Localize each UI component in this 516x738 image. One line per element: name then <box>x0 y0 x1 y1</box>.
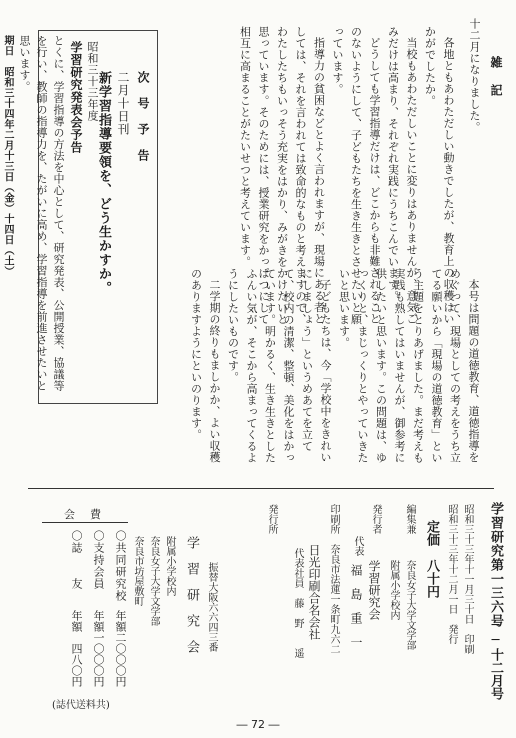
next-issue-date: 二月十日刊 <box>116 71 130 136</box>
distributor-address: 奈良市坊屋敷町 <box>132 536 143 606</box>
fee-amount: 年額一〇〇〇円 <box>92 610 105 687</box>
distributor-group: 学 習 研 究 会 <box>184 536 199 653</box>
fee-type: 〇誌 友 <box>70 530 83 590</box>
publisher-rep-label: 代表 <box>352 536 363 556</box>
print-date: 昭和三十三年十一月三十日 印刷 <box>462 504 473 654</box>
editor-org: 奈良女子大学文学部 <box>404 560 415 650</box>
page-number: ― 72 ― <box>236 718 280 731</box>
zakki-paragraph: 各地ともあわただしい動きでしたが、教育上の収穫はいかがでしたか。 <box>423 26 455 325</box>
editor-org-sub: 附属小学校内 <box>388 560 399 620</box>
zakki-paragraph: 子どもたちは、今「学校中をきれいにしましょう」というめあてを立てて、校内の清潔、整頓、美化をはかっています。明かるく、生き生きとしたふんい気が、そこから高まってくるようにしたいものです。 <box>226 268 332 464</box>
next-issue-topic: 新学習指導要領を、どう生かすか。 <box>96 71 111 295</box>
announcement-box <box>2 30 158 404</box>
editor-label: 編集兼 <box>404 504 415 534</box>
event-date: 期日 昭和三十四年二月十三日（金）十四日（土） <box>2 35 13 277</box>
magazine-month: ──十二月号 <box>488 618 503 700</box>
zakki-body-lower <box>189 268 482 468</box>
distributor-address: 附属小学校内 <box>164 536 175 596</box>
transfer-account: 振替大阪六六四三番 <box>206 562 217 652</box>
editor-group: 学習研究会 <box>367 560 381 620</box>
zakki-paragraph: 本号は問題の道徳教育、道徳指導をめぐって、現場としての考えをうち立てる願いから「現場の道徳教育」という主題をとりあげました。まだ考えも実践も熟してはいませんが、御参考に供したいと思います。この問題は、ゆっくりと、まじっくりとやっていきたいと思います。 <box>337 268 480 464</box>
printer-name: 日光印刷合名会社 <box>307 544 321 640</box>
fee-type: 〇共同研究校 <box>114 530 127 602</box>
printer-rep: 代表社員 藤 野 遥 <box>292 548 303 658</box>
price: 定価 八十円 <box>424 520 439 598</box>
fee-amount: 年額 四八〇円 <box>70 610 83 687</box>
zakki-paragraph: 十二月になりました。 <box>468 18 481 133</box>
event-year: 昭和三十三年度 <box>86 41 99 122</box>
fee-amount: 年額二〇〇〇円 <box>114 610 127 687</box>
fees-divider <box>42 522 128 523</box>
event-title: 学習研究発表会予告 <box>69 41 83 154</box>
colophon <box>238 496 508 700</box>
publisher-label: 発行者 <box>370 504 381 534</box>
fees-note: (誌代送料共) <box>52 700 110 711</box>
zakki-title: 雑 記 <box>489 56 503 98</box>
magazine-title: 学習研究第一三六号 <box>488 502 503 628</box>
printer-label: 印刷所 <box>328 504 339 534</box>
distributor-block <box>128 532 238 682</box>
zakki-paragraph: 二学期の終りもましかか、よい収穫のありますようにといのります。 <box>189 268 221 463</box>
event-body: とくに、学習指導の方法を中心として、研究発表、公開授業、協議等を行い、教師の指導力を、たがいに高め、学習指導を前進させたいと思います。 <box>18 35 65 392</box>
publisher-rep-name: 福 島 重 一 <box>349 564 363 648</box>
zakki-paragraph: 指導力の貧困などとよく言われますが、現場にある者としては、それを言われては致命的なものと考えますので、わたしたちもいっそう充実をはかり、みがきをかけたいと思っています。そのためには、授業研究をかっぱつにして相互に高まることがたいせつと考えています。 <box>238 26 326 325</box>
distributor-address: 奈良女子大学文学部 <box>148 536 159 626</box>
fee-type: 〇支持会員 <box>92 530 105 590</box>
issue-date: 昭和三十三年十二月一日 発行 <box>446 504 457 644</box>
fees-section <box>42 506 132 696</box>
fees-title: 会 費 <box>64 508 103 521</box>
section-divider <box>28 488 494 489</box>
zakki-paragraph: どうしても学習指導だけは、どこからも非難されることのないようにして、子どもたちを生き生きとさせたいと願っています。 <box>331 26 381 325</box>
printer-address: 奈良市法蓮一条町九六二 <box>328 544 339 654</box>
zakki-paragraph: 当校もあわただしいことに変りはありませんが、意気ごみだけは高まり、それぞれ実践にうちこんでいます。 <box>386 26 418 325</box>
next-issue-heading: 次 号 予 告 <box>136 71 150 162</box>
distributor-label: 発行所 <box>266 504 277 534</box>
